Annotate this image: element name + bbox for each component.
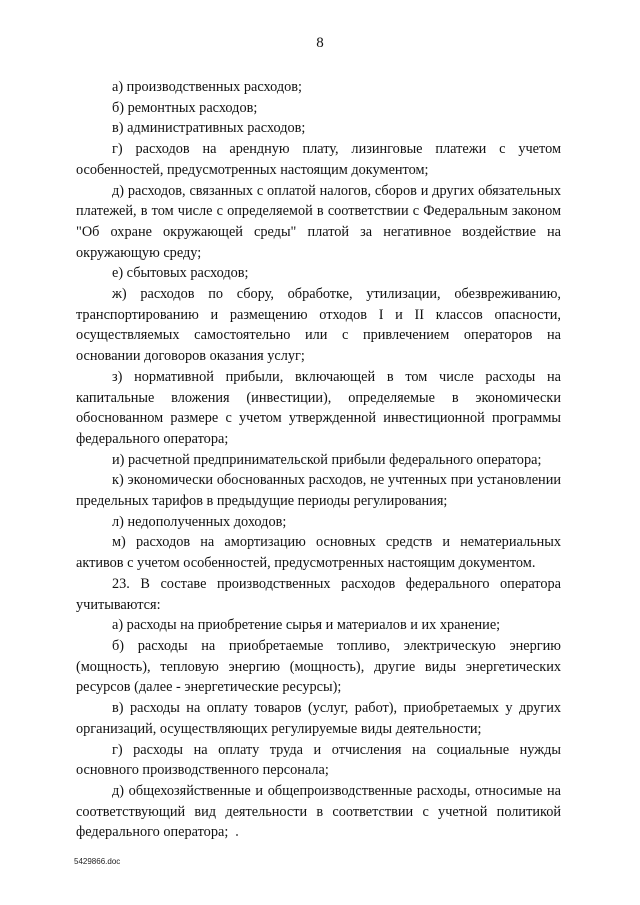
list-item-e-sales-costs: е) сбытовых расходов; <box>112 265 249 282</box>
list-item-k-unaccounted-costs: к) экономически обоснованных расходов, не учтенных при установлении предельных тарифов в предыдущие периоды регулирования; <box>76 472 561 510</box>
scan-speck <box>236 834 238 836</box>
list-item-i-entrepreneurial-profit: и) расчетной предпринимательской прибыли федерального оператора; <box>112 451 542 468</box>
document-body <box>76 77 561 843</box>
list-item-23b-energy-resources: б) расходы на приобретаемые топливо, электрическую энергию (мощность), тепловую энергию (мощность), другие виды энергетических ресурсов (далее - энергетические ресурсы); <box>76 637 561 696</box>
list-item-23g-labor: г) расходы на оплату труда и отчисления на социальные нужды основного производственного персонала; <box>76 741 561 779</box>
list-item-m-depreciation: м) расходов на амортизацию основных средств и нематериальных активов с учетом особенностей, предусмотренных настоящим документом. <box>76 534 561 572</box>
list-item-b-repair-costs: б) ремонтных расходов; <box>112 99 258 116</box>
list-item-l-lost-income: л) недополученных доходов; <box>112 513 287 530</box>
list-item-z-normative-profit: з) нормативной прибыли, включающей в том числе расходы на капитальные вложения (инвестиции), определяемые в экономически обоснованном размере с учетом утвержденной инвестиционной программы федерального оператора; <box>76 368 561 447</box>
section-23-heading: 23. В составе производственных расходов федерального оператора учитываются: <box>76 575 561 613</box>
list-item-v-administrative-costs: в) административных расходов; <box>112 120 306 137</box>
list-item-zh-waste-handling: ж) расходов по сбору, обработке, утилизации, обезвреживанию, транспортированию и размещению отходов I и II классов опасности, осуществляемых самостоятельно или с привлечением операторов на основании договоров оказания услуг; <box>76 286 561 365</box>
list-item-d-taxes-fees: д) расходов, связанных с оплатой налогов, сборов и других обязательных платежей, в том числе с определяемой в соответствии с Федеральным законом "Об охране окружающей среды" платой за негативное воздействие на окружающую среду; <box>76 182 561 261</box>
list-item-23d-overhead: д) общехозяйственные и общепроизводственные расходы, относимые на соответствующий вид деятельности в соответствии с учетной политикой федерального оператора; <box>76 782 561 841</box>
list-item-g-rent-leasing: г) расходов на арендную плату, лизинговые платежи с учетом особенностей, предусмотренных настоящим документом; <box>76 141 561 178</box>
footer-document-code: 5429866.doc <box>74 857 121 866</box>
list-item-23a-raw-materials: а) расходы на приобретение сырья и материалов и их хранение; <box>112 617 501 634</box>
page-number: 8 <box>316 35 324 51</box>
list-item-a-production-costs: а) производственных расходов; <box>112 79 302 95</box>
list-item-23v-goods-services: в) расходы на оплату товаров (услуг, работ), приобретаемых у других организаций, осуществляющих регулируемые виды деятельности; <box>76 700 561 737</box>
